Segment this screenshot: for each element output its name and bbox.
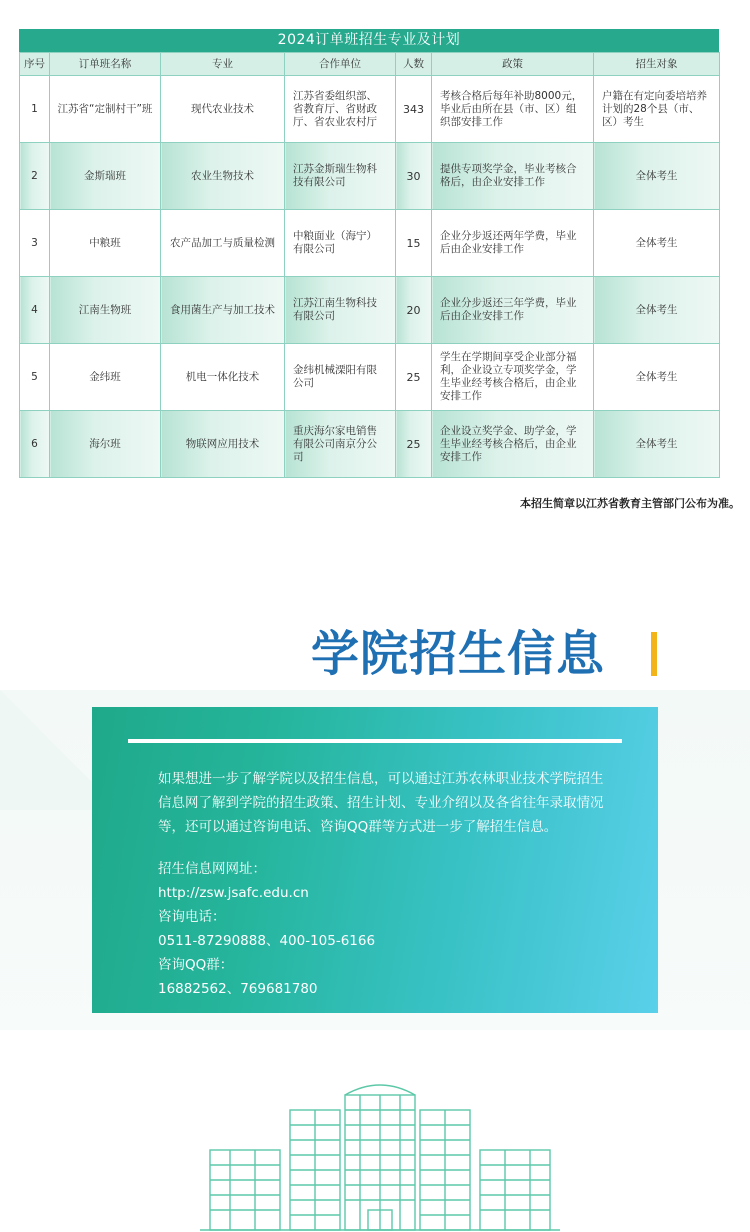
phone-label: 咨询电话： bbox=[158, 909, 226, 925]
enrollment-plan-table bbox=[19, 52, 720, 478]
college-building-icon bbox=[200, 1080, 560, 1232]
cell-no: 2 bbox=[20, 143, 50, 210]
title-accent-bar bbox=[651, 632, 657, 676]
cell-major: 食用菌生产与加工技术 bbox=[161, 277, 285, 344]
table-row bbox=[20, 344, 720, 411]
table-row bbox=[20, 143, 720, 210]
cell-no: 3 bbox=[20, 210, 50, 277]
cell-target: 全体考生 bbox=[594, 277, 720, 344]
header-policy: 政策 bbox=[432, 53, 594, 76]
cell-partner: 江苏金斯瑞生物科技有限公司 bbox=[285, 143, 396, 210]
cell-count: 30 bbox=[396, 143, 432, 210]
cell-count: 20 bbox=[396, 277, 432, 344]
cell-count: 25 bbox=[396, 411, 432, 478]
cell-policy: 企业设立奖学金、助学金，学生毕业经考核合格后，由企业安排工作 bbox=[432, 411, 594, 478]
table-row bbox=[20, 411, 720, 478]
info-paragraph-text: 如果想进一步了解学院以及招生信息，可以通过江苏农林职业技术学院招生信息网了解到学院的招生政策、招生计划、专业介绍以及各省往年录取情况等，还可以通过咨询电话、咨询QQ群等方式进一步了解招生信息。 bbox=[158, 771, 604, 835]
qq-label: 咨询QQ群： bbox=[158, 957, 234, 973]
cell-partner: 江苏江南生物科技有限公司 bbox=[285, 277, 396, 344]
info-paragraph bbox=[158, 767, 608, 839]
cell-count: 25 bbox=[396, 344, 432, 411]
cell-partner: 中粮面业（海宁）有限公司 bbox=[285, 210, 396, 277]
cell-target: 全体考生 bbox=[594, 411, 720, 478]
header-partner: 合作单位 bbox=[285, 53, 396, 76]
cell-class-name: 江南生物班 bbox=[50, 277, 161, 344]
cell-class-name: 海尔班 bbox=[50, 411, 161, 478]
cell-partner: 重庆海尔家电销售有限公司南京分公司 bbox=[285, 411, 396, 478]
section-title: 学院招生信息 bbox=[311, 626, 606, 682]
notice-text: 本招生简章以江苏省教育主管部门公布为准。 bbox=[520, 497, 740, 510]
table-header-row bbox=[20, 53, 720, 76]
cell-policy: 企业分步返还两年学费，毕业后由企业安排工作 bbox=[432, 210, 594, 277]
header-class-name: 订单班名称 bbox=[50, 53, 161, 76]
cell-major: 机电一体化技术 bbox=[161, 344, 285, 411]
cell-policy: 学生在学期间享受企业部分福利，企业设立专项奖学金，学生毕业经考核合格后，由企业安排工作 bbox=[432, 344, 594, 411]
contact-list bbox=[158, 857, 375, 1001]
cell-partner: 江苏省委组织部、省教育厅、省财政厅、省农业农村厅 bbox=[285, 76, 396, 143]
cell-class-name: 江苏省“定制村干”班 bbox=[50, 76, 161, 143]
cell-target: 全体考生 bbox=[594, 143, 720, 210]
header-major: 专业 bbox=[161, 53, 285, 76]
table-title: 2024订单班招生专业及计划 bbox=[19, 29, 719, 52]
table-row bbox=[20, 76, 720, 143]
table-row bbox=[20, 277, 720, 344]
website-label: 招生信息网网址： bbox=[158, 861, 266, 877]
qq-group-number: 16882562、769681780 bbox=[158, 981, 318, 997]
cell-major: 物联网应用技术 bbox=[161, 411, 285, 478]
cell-no: 5 bbox=[20, 344, 50, 411]
cell-no: 6 bbox=[20, 411, 50, 478]
phone-number[interactable]: 0511-87290888、400-105-6166 bbox=[158, 933, 376, 949]
cell-policy: 企业分步返还三年学费，毕业后由企业安排工作 bbox=[432, 277, 594, 344]
cell-policy: 考核合格后每年补助8000元，毕业后由所在县（市、区）组织部安排工作 bbox=[432, 76, 594, 143]
cell-partner: 金纬机械溧阳有限公司 bbox=[285, 344, 396, 411]
card-divider-line bbox=[128, 739, 622, 743]
cell-target: 户籍在有定向委培培养计划的28个县（市、区）考生 bbox=[594, 76, 720, 143]
cell-major: 农业生物技术 bbox=[161, 143, 285, 210]
cell-major: 农产品加工与质量检测 bbox=[161, 210, 285, 277]
cell-policy: 提供专项奖学金，毕业考核合格后，由企业安排工作 bbox=[432, 143, 594, 210]
cell-class-name: 金斯瑞班 bbox=[50, 143, 161, 210]
cell-target: 全体考生 bbox=[594, 210, 720, 277]
header-count: 人数 bbox=[396, 53, 432, 76]
header-no: 序号 bbox=[20, 53, 50, 76]
website-link[interactable]: http://zsw.jsafc.edu.cn bbox=[158, 885, 309, 901]
cell-count: 15 bbox=[396, 210, 432, 277]
cell-major: 现代农业技术 bbox=[161, 76, 285, 143]
cell-target: 全体考生 bbox=[594, 344, 720, 411]
cell-no: 4 bbox=[20, 277, 50, 344]
enrollment-plan-table-section bbox=[19, 29, 719, 478]
table-row bbox=[20, 210, 720, 277]
cell-count: 343 bbox=[396, 76, 432, 143]
cell-no: 1 bbox=[20, 76, 50, 143]
cell-class-name: 中粮班 bbox=[50, 210, 161, 277]
cell-class-name: 金纬班 bbox=[50, 344, 161, 411]
header-target: 招生对象 bbox=[594, 53, 720, 76]
admission-info-card bbox=[92, 707, 658, 1013]
